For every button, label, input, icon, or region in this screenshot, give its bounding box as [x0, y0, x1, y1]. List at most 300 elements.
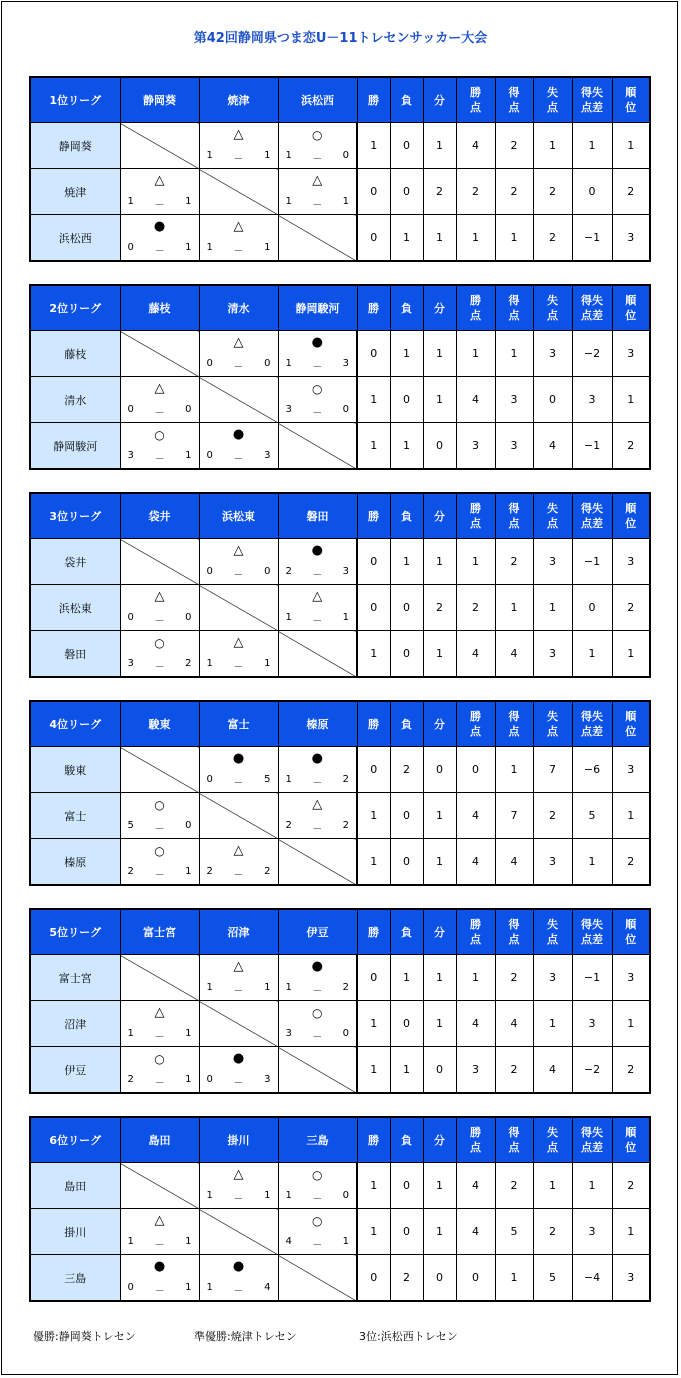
score-for: 3 — [285, 1028, 292, 1039]
score-against: 0 — [342, 404, 349, 415]
stat-header: 得 点 — [495, 77, 533, 123]
result-loss-icon: ● — [153, 219, 166, 234]
match-result-cell — [120, 839, 199, 886]
match-score — [200, 658, 278, 673]
score-for: 0 — [206, 450, 213, 461]
stat-value: 2 — [533, 169, 572, 215]
stat-value: −2 — [572, 331, 612, 377]
team-column-header: 富士宮 — [120, 909, 199, 955]
stat-value: 4 — [495, 1001, 533, 1047]
stat-value: 7 — [495, 793, 533, 839]
stat-value: 3 — [533, 331, 572, 377]
self-match-diagonal — [120, 331, 199, 377]
league-table — [29, 1116, 651, 1302]
stat-value: 2 — [390, 1255, 423, 1302]
stat-value: 1 — [572, 839, 612, 886]
self-match-diagonal — [199, 1001, 278, 1047]
result-draw-icon: △ — [154, 381, 165, 396]
stat-value: 1 — [390, 955, 423, 1001]
match-score — [200, 242, 278, 257]
stat-header: 勝 — [357, 77, 390, 123]
result-draw-icon: △ — [233, 543, 244, 558]
score-for: 0 — [206, 774, 213, 785]
match-score — [200, 774, 278, 789]
stat-value: 7 — [533, 747, 572, 793]
stat-value: 0 — [390, 631, 423, 678]
team-row-name: 掛川 — [30, 1209, 120, 1255]
match-result-cell — [199, 1163, 278, 1209]
match-result-cell — [199, 1255, 278, 1302]
match-score — [279, 820, 357, 835]
stat-value: 3 — [495, 423, 533, 470]
stat-value: 1 — [612, 123, 650, 169]
stat-header: 勝 点 — [456, 285, 495, 331]
match-score — [279, 612, 357, 627]
stat-header: 得失 点差 — [572, 909, 612, 955]
stat-value: 1 — [357, 1001, 390, 1047]
stat-value: 1 — [423, 1163, 456, 1209]
team-row-name: 富士宮 — [30, 955, 120, 1001]
score-against: 1 — [185, 1074, 192, 1085]
stat-value: 3 — [612, 1255, 650, 1302]
stat-value: 2 — [390, 747, 423, 793]
league-name: 4位リーグ — [30, 701, 120, 747]
stat-header: 得 点 — [495, 909, 533, 955]
result-loss-icon: ● — [232, 427, 245, 442]
match-score — [200, 982, 278, 997]
stat-value: 2 — [612, 585, 650, 631]
stat-value: 0 — [423, 423, 456, 470]
stat-value: 1 — [495, 1255, 533, 1302]
score-against: 1 — [185, 450, 192, 461]
stat-value: 0 — [357, 585, 390, 631]
score-dash: － — [154, 824, 165, 835]
score-dash: － — [154, 662, 165, 673]
match-score — [200, 450, 278, 465]
runner-up-text: 準優勝:焼津トレセン — [194, 1330, 297, 1343]
score-against: 1 — [342, 612, 349, 623]
team-column-header: 藤枝 — [120, 285, 199, 331]
stat-header: 勝 点 — [456, 1117, 495, 1163]
stat-header: 順 位 — [612, 909, 650, 955]
stat-value: 1 — [357, 1209, 390, 1255]
league-name: 6位リーグ — [30, 1117, 120, 1163]
score-for: 2 — [127, 866, 134, 877]
team-row-name: 静岡駿河 — [30, 423, 120, 470]
stat-value: 1 — [423, 839, 456, 886]
score-for: 4 — [285, 1236, 292, 1247]
stat-value: 0 — [390, 169, 423, 215]
stat-value: 0 — [390, 377, 423, 423]
match-result-cell — [278, 793, 357, 839]
score-for: 3 — [127, 658, 134, 669]
team-column-header: 袋井 — [120, 493, 199, 539]
stat-value: 3 — [456, 423, 495, 470]
stat-value: 2 — [495, 955, 533, 1001]
match-result-cell — [278, 1209, 357, 1255]
team-column-header: 静岡駿河 — [278, 285, 357, 331]
score-against: 1 — [185, 866, 192, 877]
stat-value: 4 — [495, 631, 533, 678]
score-against: 0 — [185, 820, 192, 831]
score-dash: － — [312, 1032, 323, 1043]
stat-value: 3 — [456, 1047, 495, 1094]
match-result-cell — [199, 423, 278, 470]
stat-value: 4 — [533, 1047, 572, 1094]
match-result-cell — [199, 1047, 278, 1094]
match-result-cell — [199, 747, 278, 793]
stat-value: 0 — [423, 747, 456, 793]
stat-value: 0 — [390, 793, 423, 839]
score-dash: － — [154, 1286, 165, 1297]
stat-header: 負 — [390, 77, 423, 123]
stat-value: 0 — [390, 1163, 423, 1209]
result-win-icon: ○ — [154, 798, 165, 812]
stat-value: 1 — [495, 585, 533, 631]
stat-value: 1 — [572, 1163, 612, 1209]
stat-header: 分 — [423, 701, 456, 747]
self-match-diagonal — [199, 793, 278, 839]
score-for: 5 — [127, 820, 134, 831]
team-row — [30, 1163, 650, 1209]
stat-value: 1 — [423, 539, 456, 585]
self-match-diagonal — [278, 1255, 357, 1302]
match-score — [279, 774, 357, 789]
score-against: 1 — [185, 1236, 192, 1247]
stat-value: 1 — [390, 1047, 423, 1094]
match-score — [279, 196, 357, 211]
result-win-icon: ○ — [154, 428, 165, 442]
self-match-diagonal — [199, 585, 278, 631]
stat-value: 3 — [572, 377, 612, 423]
league-table — [29, 700, 651, 886]
score-for: 1 — [206, 242, 213, 253]
result-win-icon: ○ — [312, 128, 323, 142]
stat-value: 0 — [533, 377, 572, 423]
match-result-cell — [199, 539, 278, 585]
score-dash: － — [233, 1194, 244, 1205]
stat-value: 5 — [533, 1255, 572, 1302]
team-row — [30, 585, 650, 631]
match-result-cell — [120, 377, 199, 423]
score-dash: － — [233, 778, 244, 789]
stat-value: 3 — [612, 331, 650, 377]
team-row-name: 磐田 — [30, 631, 120, 678]
result-win-icon: ○ — [312, 1168, 323, 1182]
match-score — [200, 866, 278, 881]
stat-value: 3 — [533, 631, 572, 678]
stat-value: 1 — [357, 1047, 390, 1094]
result-loss-icon: ● — [232, 1259, 245, 1274]
stat-value: −1 — [572, 423, 612, 470]
stat-value: 2 — [612, 839, 650, 886]
stat-header: 分 — [423, 285, 456, 331]
stat-value: −1 — [572, 539, 612, 585]
stat-header: 勝 点 — [456, 909, 495, 955]
score-against: 2 — [342, 820, 349, 831]
match-result-cell — [278, 377, 357, 423]
result-draw-icon: △ — [233, 219, 244, 234]
self-match-diagonal — [278, 631, 357, 678]
score-against: 2 — [342, 982, 349, 993]
stat-value: 4 — [456, 377, 495, 423]
self-match-diagonal — [278, 423, 357, 470]
stat-value: 2 — [533, 215, 572, 262]
league-table — [29, 76, 651, 262]
stat-header: 失 点 — [533, 909, 572, 955]
score-dash: － — [233, 454, 244, 465]
team-row — [30, 955, 650, 1001]
stat-value: 0 — [456, 1255, 495, 1302]
stat-value: 0 — [390, 585, 423, 631]
league-header-row — [30, 701, 650, 747]
match-score — [279, 358, 357, 373]
score-dash: － — [154, 454, 165, 465]
stat-value: 3 — [533, 539, 572, 585]
score-against: 1 — [342, 1236, 349, 1247]
stat-header: 負 — [390, 909, 423, 955]
team-column-header: 静岡葵 — [120, 77, 199, 123]
score-against: 0 — [342, 1190, 349, 1201]
result-draw-icon: △ — [233, 635, 244, 650]
match-result-cell — [120, 1001, 199, 1047]
team-row — [30, 331, 650, 377]
score-for: 2 — [285, 566, 292, 577]
match-score — [121, 242, 199, 257]
stat-header: 失 点 — [533, 701, 572, 747]
stat-value: 1 — [533, 1001, 572, 1047]
self-match-diagonal — [120, 747, 199, 793]
score-dash: － — [312, 408, 323, 419]
stat-header: 失 点 — [533, 77, 572, 123]
stat-header: 勝 — [357, 701, 390, 747]
score-dash: － — [154, 870, 165, 881]
self-match-diagonal — [199, 377, 278, 423]
team-row-name: 焼津 — [30, 169, 120, 215]
stat-value: 4 — [456, 793, 495, 839]
score-against: 1 — [264, 1190, 271, 1201]
score-against: 1 — [342, 196, 349, 207]
stat-value: 0 — [390, 1209, 423, 1255]
stat-value: −6 — [572, 747, 612, 793]
stat-value: 4 — [456, 839, 495, 886]
stat-header: 失 点 — [533, 493, 572, 539]
match-score — [279, 1190, 357, 1205]
stat-value: 4 — [456, 1209, 495, 1255]
score-dash: － — [312, 1240, 323, 1251]
stat-value: 1 — [423, 955, 456, 1001]
stat-value: 1 — [612, 631, 650, 678]
result-win-icon: ○ — [154, 844, 165, 858]
stat-value: 2 — [456, 585, 495, 631]
match-result-cell — [278, 169, 357, 215]
result-draw-icon: △ — [233, 127, 244, 142]
stat-value: 1 — [612, 377, 650, 423]
result-win-icon: ○ — [312, 1006, 323, 1020]
match-score — [200, 358, 278, 373]
score-for: 0 — [206, 566, 213, 577]
score-for: 0 — [127, 1282, 134, 1293]
league-name: 3位リーグ — [30, 493, 120, 539]
stat-value: 1 — [357, 123, 390, 169]
stat-value: −4 — [572, 1255, 612, 1302]
stat-value: 2 — [533, 793, 572, 839]
team-column-header: 浜松東 — [199, 493, 278, 539]
stat-value: 1 — [423, 793, 456, 839]
result-loss-icon: ● — [311, 543, 323, 558]
result-loss-icon: ● — [232, 751, 245, 766]
stat-value: 0 — [423, 1255, 456, 1302]
stat-value: 3 — [495, 377, 533, 423]
score-for: 1 — [285, 982, 292, 993]
match-score — [279, 150, 357, 165]
stat-value: 1 — [357, 839, 390, 886]
score-against: 0 — [185, 612, 192, 623]
stat-header: 順 位 — [612, 285, 650, 331]
stat-value: 1 — [390, 423, 423, 470]
match-score — [121, 612, 199, 627]
stat-header: 得 点 — [495, 285, 533, 331]
match-result-cell — [278, 955, 357, 1001]
self-match-diagonal — [120, 539, 199, 585]
stat-value: 0 — [357, 1255, 390, 1302]
league-name: 2位リーグ — [30, 285, 120, 331]
match-result-cell — [278, 331, 357, 377]
stat-value: 1 — [423, 1001, 456, 1047]
match-score — [121, 1282, 199, 1297]
stat-value: 1 — [423, 631, 456, 678]
result-draw-icon: △ — [233, 843, 244, 858]
score-against: 3 — [264, 1074, 271, 1085]
stat-header: 順 位 — [612, 1117, 650, 1163]
match-result-cell — [199, 631, 278, 678]
final-results — [33, 1328, 458, 1344]
stat-value: −1 — [572, 955, 612, 1001]
result-loss-icon: ● — [153, 1259, 166, 1274]
match-score — [121, 1074, 199, 1089]
score-for: 0 — [127, 612, 134, 623]
stat-value: 2 — [495, 1163, 533, 1209]
stat-value: 1 — [456, 331, 495, 377]
team-row — [30, 1255, 650, 1302]
team-row — [30, 215, 650, 262]
stat-header: 失 点 — [533, 1117, 572, 1163]
stat-value: 0 — [390, 123, 423, 169]
match-score — [200, 150, 278, 165]
match-result-cell — [120, 215, 199, 262]
match-score — [121, 404, 199, 419]
stat-header: 得 点 — [495, 1117, 533, 1163]
stat-value: 2 — [612, 423, 650, 470]
stat-value: 0 — [357, 747, 390, 793]
match-score — [279, 982, 357, 997]
stat-value: 2 — [495, 1047, 533, 1094]
team-row-name: 三島 — [30, 1255, 120, 1302]
stat-header: 得失 点差 — [572, 77, 612, 123]
stat-value: 1 — [390, 539, 423, 585]
score-dash: － — [312, 986, 323, 997]
team-row-name: 沼津 — [30, 1001, 120, 1047]
match-score — [200, 1190, 278, 1205]
score-dash: － — [233, 662, 244, 673]
self-match-diagonal — [278, 215, 357, 262]
score-against: 1 — [264, 242, 271, 253]
result-loss-icon: ● — [311, 959, 323, 974]
stat-value: 2 — [423, 585, 456, 631]
team-row-name: 袋井 — [30, 539, 120, 585]
league-header-row — [30, 909, 650, 955]
score-against: 3 — [342, 566, 349, 577]
self-match-diagonal — [278, 839, 357, 886]
result-draw-icon: △ — [312, 589, 323, 604]
team-row-name: 駿東 — [30, 747, 120, 793]
match-score — [121, 1236, 199, 1251]
score-for: 1 — [285, 150, 292, 161]
score-dash: － — [154, 616, 165, 627]
score-against: 3 — [264, 450, 271, 461]
league-table — [29, 492, 651, 678]
stat-header: 分 — [423, 1117, 456, 1163]
stat-value: 1 — [423, 123, 456, 169]
match-score — [121, 658, 199, 673]
score-against: 0 — [264, 566, 271, 577]
score-for: 1 — [127, 1236, 134, 1247]
match-result-cell — [120, 1047, 199, 1094]
score-for: 1 — [206, 1190, 213, 1201]
stat-value: 1 — [390, 331, 423, 377]
team-row-name: 静岡葵 — [30, 123, 120, 169]
league-header-row — [30, 493, 650, 539]
stat-value: 5 — [572, 793, 612, 839]
stat-header: 負 — [390, 493, 423, 539]
score-for: 0 — [127, 404, 134, 415]
match-result-cell — [278, 1001, 357, 1047]
team-column-header: 掛川 — [199, 1117, 278, 1163]
league-name: 1位リーグ — [30, 77, 120, 123]
team-column-header: 伊豆 — [278, 909, 357, 955]
match-score — [279, 566, 357, 581]
match-score — [200, 1074, 278, 1089]
result-draw-icon: △ — [233, 959, 244, 974]
match-score — [200, 1282, 278, 1297]
stat-value: 2 — [612, 169, 650, 215]
stat-header: 勝 — [357, 1117, 390, 1163]
score-dash: － — [233, 570, 244, 581]
self-match-diagonal — [278, 1047, 357, 1094]
stat-value: 4 — [533, 423, 572, 470]
score-dash: － — [312, 154, 323, 165]
score-against: 3 — [342, 358, 349, 369]
team-column-header: 浜松西 — [278, 77, 357, 123]
stat-header: 得失 点差 — [572, 285, 612, 331]
score-against: 4 — [264, 1282, 271, 1293]
stat-value: −1 — [572, 215, 612, 262]
result-draw-icon: △ — [312, 797, 323, 812]
stat-value: 1 — [612, 1001, 650, 1047]
stat-header: 勝 点 — [456, 493, 495, 539]
match-result-cell — [120, 631, 199, 678]
score-against: 1 — [185, 196, 192, 207]
score-dash: － — [312, 570, 323, 581]
match-result-cell — [120, 169, 199, 215]
team-row-name: 浜松東 — [30, 585, 120, 631]
league-header-row — [30, 1117, 650, 1163]
score-for: 1 — [285, 774, 292, 785]
match-score — [121, 866, 199, 881]
self-match-diagonal — [120, 955, 199, 1001]
stat-header: 勝 点 — [456, 77, 495, 123]
stat-header: 順 位 — [612, 77, 650, 123]
